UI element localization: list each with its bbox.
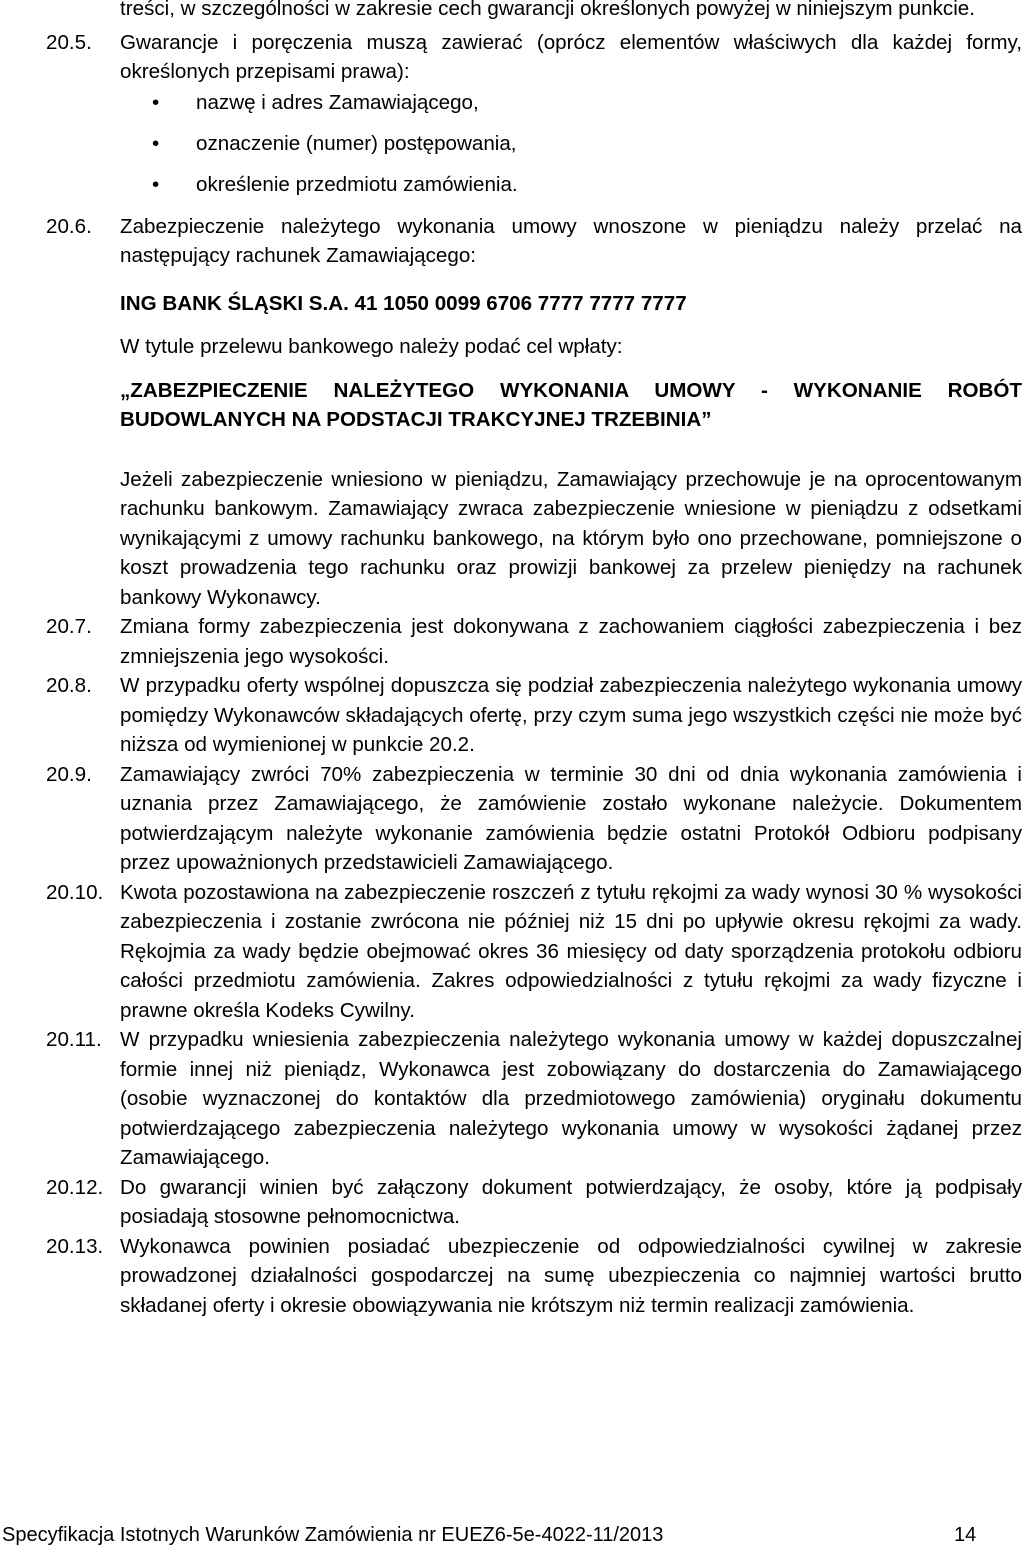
page-number: 14 (954, 1524, 977, 1546)
section-20-7 (46, 612, 1024, 671)
section-text: Zabezpieczenie należytego wykonania umowy wnoszone w pieniądzu należy przelać na następujący rachunek Zamawiającego: (120, 214, 1022, 267)
section-20-8 (46, 671, 1024, 760)
section-number: 20.9. (46, 762, 92, 786)
transfer-title: „ZABEZPIECZENIE NALEŻYTEGO WYKONANIA UMOWY - WYKONANIE ROBÓT BUDOWLANYCH NA PODSTACJI TRAKCYJNEJ TRZEBINIA” (120, 378, 1022, 431)
section-20-9 (46, 760, 1024, 878)
transfer-label: W tytule przelewu bankowego należy podać cel wpłaty: (120, 335, 623, 358)
section-number: 20.13. (46, 1234, 104, 1258)
section-text: Wykonawca powinien posiadać ubezpieczenie od odpowiedzialności cywilnej w zakresie prowadzonej działalności gospodarczej na sumę ubezpieczenia co najmniej wartości brutto składanej oferty i okresie obowiązywania nie krótszym niż termin realizacji zamówienia. (120, 1234, 1022, 1317)
section-20-6 (46, 212, 1024, 613)
section-number: 20.12. (46, 1175, 104, 1199)
section-number: 20.5. (46, 30, 92, 54)
section-text: Gwarancje i poręczenia muszą zawierać (oprócz elementów właściwych dla każdej formy, określonych przepisami prawa): (120, 30, 1022, 83)
footer-document-title: Specyfikacja Istotnych Warunków Zamówienia nr EUEZ6-5e-4022-11/2013 (2, 1524, 664, 1546)
document-content (46, 0, 1024, 1320)
bank-account: ING BANK ŚLĄSKI S.A. 41 1050 0099 6706 7777 7777 7777 (120, 291, 687, 315)
list-item: • określenie przedmiotu zamówienia. (152, 169, 1022, 200)
list-item: • oznaczenie (numer) postępowania, (152, 128, 1022, 159)
section-text: W przypadku oferty wspólnej dopuszcza się podział zabezpieczenia należytego wykonania umowy pomiędzy Wykonawców składających ofertę, przy czym suma jego wszystkich części nie może być niższa od wymienionej w punkcie 20.2. (120, 674, 1022, 756)
section-number: 20.7. (46, 615, 92, 638)
section-text: Zmiana formy zabezpieczenia jest dokonywana z zachowaniem ciągłości zabezpieczenia i bez zmniejszenia jego wysokości. (120, 615, 1022, 668)
section-20-5 (46, 28, 1024, 200)
section-number: 20.11. (46, 1028, 102, 1051)
section-20-11 (46, 1025, 1024, 1173)
section-20-12 (46, 1173, 1024, 1232)
section-number: 20.10. (46, 880, 104, 904)
section-20-10 (46, 878, 1024, 1026)
section-number: 20.6. (46, 214, 92, 238)
section-text: Zamawiający zwróci 70% zabezpieczenia w terminie 30 dni od dnia wykonania zamówienia i uznania przez Zamawiającego, że zamówienie zostało wykonane należycie. Dokumentem potwierdzającym należyte wykonanie zamówienia będzie ostatni Protokół Odbioru podpisany przez upoważnionych przedstawicieli Zamawiającego. (120, 762, 1022, 874)
section-number: 20.8. (46, 674, 92, 697)
intro-paragraph: treści, w szczególności w zakresie cech gwarancji określonych powyżej w niniejszym punkcie. (120, 0, 975, 20)
section-text: Do gwarancji winien być załączony dokument potwierdzający, że osoby, które ją podpisały posiadają stosowne pełnomocnictwa. (120, 1175, 1022, 1228)
page-footer (2, 1522, 1002, 1548)
deposit-note: Jeżeli zabezpieczenie wniesiono w pieniądzu, Zamawiający przechowuje je na oprocentowanym rachunku bankowym. Zamawiający zwraca zabezpieczenie wniesione w pieniądzu z odsetkami wynikającymi z umowy rachunku bankowego, na którym było ono przechowane, pomniejszone o koszt prowadzenia tego rachunku oraz prowizji bankowej za przelew pieniędzy na rachunek bankowy Wykonawcy. (120, 467, 1022, 609)
list-item: • nazwę i adres Zamawiającego, (152, 87, 1022, 118)
bullet-list (120, 87, 1022, 200)
section-text: Kwota pozostawiona na zabezpieczenie roszczeń z tytułu rękojmi za wady wynosi 30 % wysokości zabezpieczenia i zostanie zwrócona nie później niż 15 dni po upływie okresu rękojmi za wady. Rękojmia za wady będzie obejmować okres 36 miesięcy od daty sporządzenia protokołu odbioru całości przedmiotu zamówienia. Zakres odpowiedzialności z tytułu rękojmi za wady fizyczne i prawne określa Kodeks Cywilny. (120, 880, 1022, 1022)
section-20-13 (46, 1232, 1024, 1321)
section-text: W przypadku wniesienia zabezpieczenia należytego wykonania umowy w każdej dopuszczalnej formie innej niż pieniądz, Wykonawca jest zobowiązany do dostarczenia do Zamawiającego (osobie wyznaczonej do kontaktów dla przedmiotowego zamówienia) oryginału dokumentu potwierdzającego zabezpieczenia należytego wykonania umowy w wysokości żądanej przez Zamawiającego. (120, 1028, 1022, 1169)
